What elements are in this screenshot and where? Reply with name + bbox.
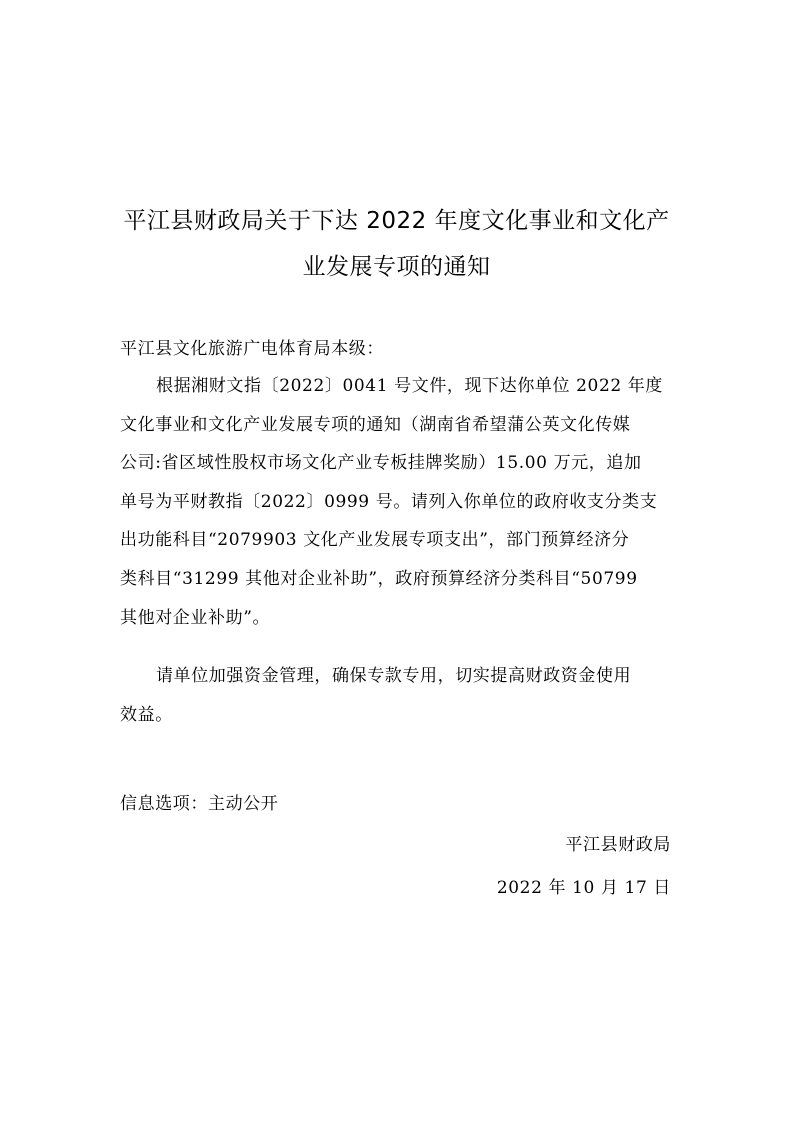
body-paragraph-1 <box>120 367 680 637</box>
signature-organization: 平江县财政局 <box>565 835 671 855</box>
addressee: 平江县文化旅游广电体育局本级： <box>120 339 384 359</box>
paragraph-line: 类科目“31299 其他对企业补助”，政府预算经济分类科目“50799 <box>120 568 638 589</box>
body-paragraph-2 <box>120 657 680 734</box>
document-title <box>100 198 693 290</box>
paragraph-line: 其他对企业补助”。 <box>120 607 271 628</box>
title-line-1: 平江县财政局关于下达 2022 年度文化事业和文化产 <box>123 208 670 234</box>
paragraph-line: 公司:省区域性股权市场文化产业专板挂牌奖励）15.00 万元，追加 <box>120 453 642 474</box>
paragraph-line: 根据湘财文指〔2022〕0041 号文件，现下达你单位 2022 年度 <box>156 376 664 396</box>
paragraph-line: 单号为平财教指〔2022〕0999 号。请列入你单位的政府收支分类支 <box>120 491 658 512</box>
info-option: 信息选项：主动公开 <box>120 794 279 814</box>
paragraph-line: 文化事业和文化产业发展专项的通知（湖南省希望蒲公英文化传媒 <box>120 414 631 435</box>
signature-date: 2022 年 10 月 17 日 <box>496 878 671 898</box>
title-line-2: 业发展专项的通知 <box>302 254 491 280</box>
paragraph-line: 请单位加强资金管理，确保专款专用，切实提高财政资金使用 <box>156 666 632 686</box>
paragraph-line: 效益。 <box>120 704 173 725</box>
paragraph-line: 出功能科目“2079903 文化产业发展专项支出”，部门预算经济分 <box>120 530 630 551</box>
